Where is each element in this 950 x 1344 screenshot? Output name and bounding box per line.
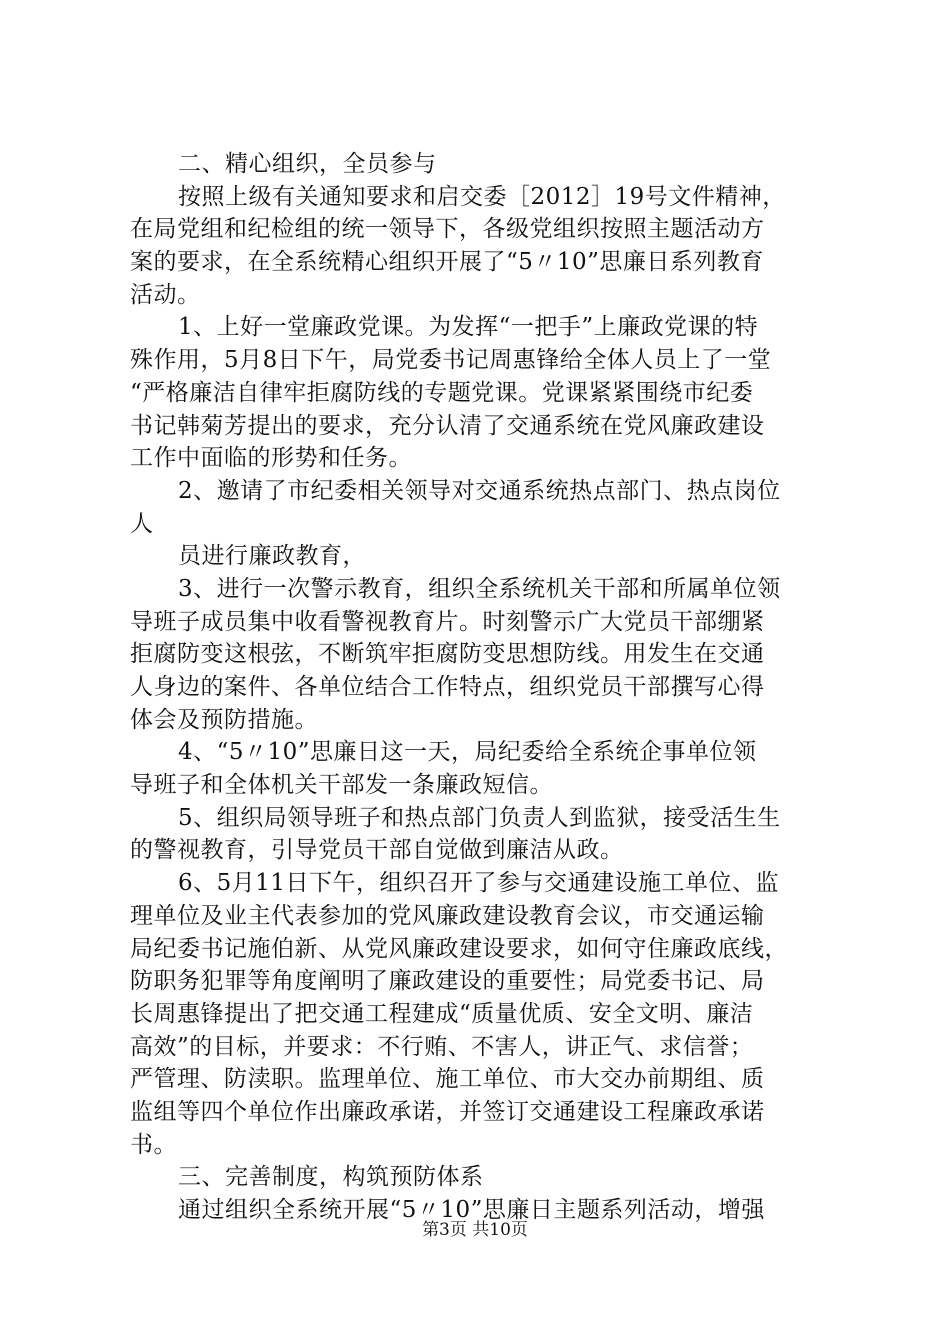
page-footer: 第3页 共10页 [422, 1220, 528, 1240]
text-line: 局纪委书记施伯新、从党风廉政建设要求，如何守住廉政底线， [130, 935, 788, 962]
text-line: 书。 [130, 1131, 177, 1158]
text-line: 活动。 [130, 281, 201, 308]
text-line: 体会及预防措施。 [130, 706, 318, 733]
text-line: 监组等四个单位作出廉政承诺，并签订交通建设工程廉政承诺 [130, 1098, 765, 1125]
text-line: 人身边的案件、各单位结合工作特点，组织党员干部撰写心得 [130, 674, 765, 700]
text-line: 殊作用，5月8日下午，局党委书记周惠锋给全体人员上了一堂 [130, 347, 772, 374]
text-line: 拒腐防变这根弦，不断筑牢拒腐防变思想防线。用发生在交通 [130, 641, 765, 668]
text-line: 4、“5〃10”思廉日这一天，局纪委给全系统企事单位领 [178, 739, 757, 766]
text-line: 5、组织局领导班子和热点部门负责人到监狱，接受活生生 [178, 804, 781, 831]
text-line: 3、进行一次警示教育，组织全系统机关干部和所属单位领 [178, 575, 781, 602]
text-line: “严格廉洁自律牢拒腐防线的专题党课。党课紧紧围绕市纪委 [130, 379, 754, 406]
text-line: 长周惠锋提出了把交通工程建成“质量优质、安全文明、廉洁 [130, 1000, 754, 1027]
text-line: 按照上级有关通知要求和启交委［2012］19号文件精神， [178, 183, 786, 210]
text-line: 导班子和全体机关干部发一条廉政短信。 [130, 772, 553, 799]
text-line: 通过组织全系统开展“5〃10”思廉日主题系列活动，增强 [178, 1197, 765, 1223]
text-line: 的警视教育，引导党员干部自觉做到廉洁从政。 [130, 837, 624, 864]
text-line: 人 [130, 510, 154, 537]
text-line: 书记韩菊芳提出的要求，充分认清了交通系统在党风廉政建设 [130, 412, 765, 439]
document-body [130, 148, 830, 1227]
text-line: 三、完善制度，构筑预防体系 [178, 1164, 484, 1191]
text-line: 导班子成员集中收看警视教育片。时刻警示广大党员干部绷紧 [130, 608, 765, 635]
text-line: 理单位及业主代表参加的党风廉政建设教育会议，市交通运输 [130, 902, 765, 929]
text-line: 防职务犯罪等角度阐明了廉政建设的重要性；局党委书记、局 [130, 968, 765, 995]
text-line: 二、精心组织，全员参与 [178, 151, 437, 177]
text-line: 工作中面临的形势和任务。 [130, 445, 412, 472]
text-line: 6、5月11日下午，组织召开了参与交通建设施工单位、监 [178, 870, 780, 897]
text-line: 在局党组和纪检组的统一领导下，各级党组织按照主题活动方 [130, 216, 765, 243]
text-line: 2、邀请了市纪委相关领导对交通系统热点部门、热点岗位 [178, 477, 781, 504]
text-line: 高效”的目标，并要求：不行贿、不害人，讲正气、求信誉； [130, 1033, 754, 1060]
text-line: 员进行廉政教育， [178, 543, 366, 570]
text-line: 严管理、防渎职。监理单位、施工单位、市大交办前期组、质 [130, 1066, 765, 1093]
text-line: 案的要求，在全系统精心组织开展了“5〃10”思廉日系列教育 [130, 249, 764, 276]
text-line: 1、上好一堂廉政党课。为发挥“一把手”上廉政党课的特 [178, 314, 759, 341]
